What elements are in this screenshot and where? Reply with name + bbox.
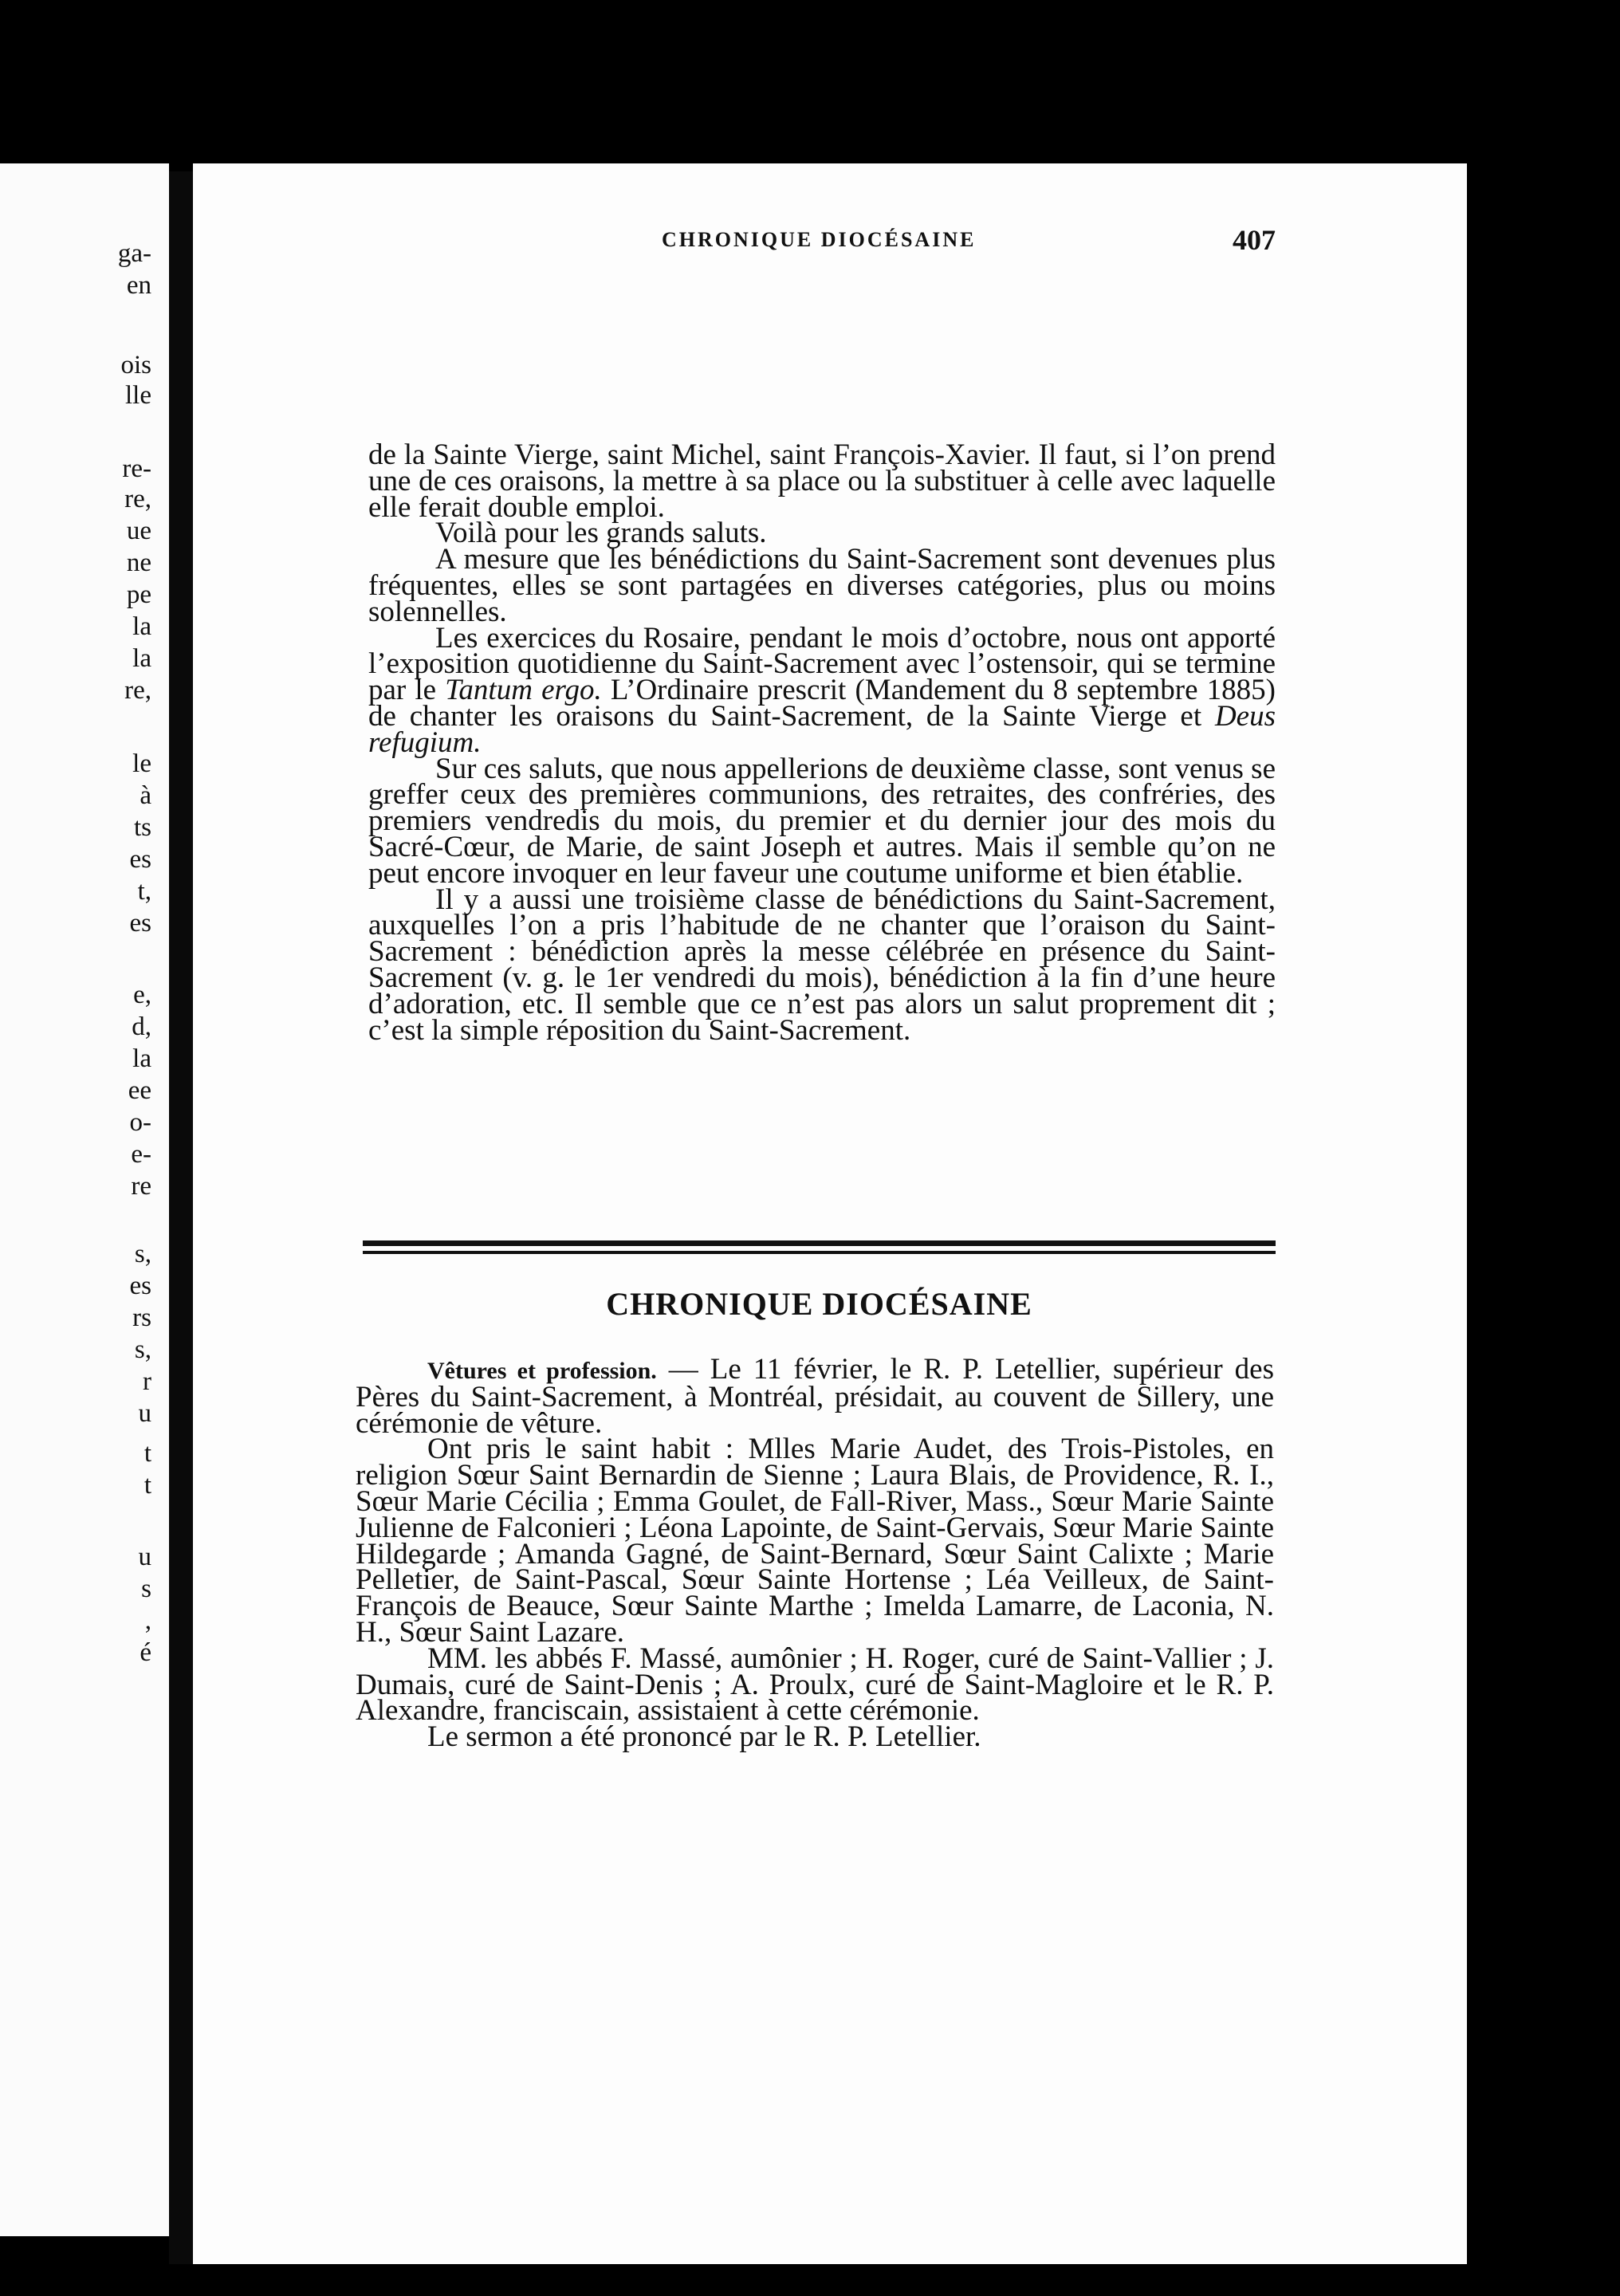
latin-phrase: Deus refugium. (368, 699, 1276, 759)
left-page-fragment: t (144, 1471, 151, 1500)
left-page-fragment: es (129, 845, 151, 874)
left-page-fragment: ois (120, 351, 151, 379)
left-page-fragment: es (129, 1272, 151, 1300)
lead-label: Vêtures et profession. (427, 1358, 657, 1384)
latin-phrase: Tantum ergo. (445, 674, 602, 707)
paragraph (356, 1353, 1274, 1440)
left-page-fragment: , (144, 1606, 151, 1635)
left-page-fragment: ee (128, 1076, 151, 1105)
chronicle-text (356, 1353, 1274, 1754)
divider-thick-line (363, 1240, 1276, 1246)
left-page-fragment: ts (133, 813, 151, 842)
left-page-fragment: t, (137, 877, 151, 906)
section-divider (363, 1240, 1276, 1258)
paragraph: Voilà pour les grands saluts. (435, 517, 767, 550)
paragraph-text: Les exercices du Rosaire, pendant le mois d’octobre, nous ont apporté l’exposition quotidienne du Saint-Sacrement avec l’ostensoir, qui se termine par le (368, 621, 1276, 707)
divider-thin-line (363, 1251, 1276, 1254)
left-page-fragment: pe (126, 580, 151, 609)
left-page-fragment: é (140, 1638, 151, 1667)
left-page-fragment: d, (132, 1012, 151, 1041)
left-page-fragment: es (129, 909, 151, 938)
left-page-fragment: ga- (117, 239, 151, 268)
left-page-fragment: ne (126, 548, 151, 577)
left-page-fragment: u (138, 1399, 151, 1428)
left-page-fragment: re, (124, 485, 151, 513)
paragraph (368, 621, 1276, 759)
body-text (368, 438, 1276, 1047)
page-number: 407 (1233, 224, 1276, 256)
left-page-fragment: e, (133, 981, 151, 1009)
left-page-fragment: s (141, 1575, 151, 1603)
left-page-fragment: o- (129, 1108, 151, 1137)
paragraph: Ont pris le saint habit : Mlles Marie Audet, des Trois-Pistoles, en religion Sœur Saint Bernardin de Sienne ; Laura Blais, de Providence, R. I., Sœur Marie Cécilia ; Emma Goulet, de Fall-River, Mass., Sœur Marie Sainte Julienne de Falconieri ; Léona Lapointe, de Saint-Gervais, Sœur Marie Sainte Hildegarde ; Amanda Gagné, de Saint-Bernard, Sœur Saint Calixte ; Marie Pelletier, de Saint-Pascal, Sœur Sainte Hortense ; Léa Veilleux, de Saint-François de Beauce, Sœur Sainte Marthe ; Imelda Lamarre, de Laconia, N. H., Sœur Saint Lazare. (356, 1433, 1274, 1649)
left-page-fragment: u (138, 1543, 151, 1571)
running-header (462, 223, 1276, 263)
paragraph: A mesure que les bénédictions du Saint-Sacrement sont devenues plus fréquentes, elles se sont partagées en diverses catégories, plus ou moins solennelles. (368, 543, 1276, 628)
left-page-fragment: s, (134, 1240, 151, 1268)
left-page-fragment: re (131, 1172, 151, 1201)
left-page-fragment: s, (134, 1335, 151, 1364)
left-page-fragment: la (132, 644, 151, 673)
left-page-fragment: rs (132, 1303, 151, 1332)
left-page-strip (0, 163, 169, 2236)
left-page-fragment: ue (126, 517, 151, 545)
left-page-fragment: re- (122, 454, 151, 483)
left-page-fragment: r (143, 1367, 151, 1396)
left-page-fragment: en (126, 271, 151, 300)
running-title: CHRONIQUE DIOCÉSAINE (662, 228, 977, 251)
paragraph: Il y a aussi une troisième classe de bénédictions du Saint-Sacrement, auxquelles l’on a pris l’habitude de ne chanter que l’oraison du Saint-Sacrement : bénédiction après la messe célébrée en présence du Saint-Sacrement (v. g. le 1er vendredi du mois), bénédiction à la fin d’une heure d’adoration, etc. Il semble que ce n’est pas alors un salut proprement dit ; c’est la simple réposition du Saint-Sacrement. (368, 883, 1276, 1047)
left-page-fragment: à (140, 781, 151, 810)
left-page-fragment: lle (125, 381, 151, 410)
left-page-fragment: t (144, 1439, 151, 1468)
paragraph: Sur ces saluts, que nous appellerions de deuxième classe, sont venus se greffer ceux des premières communions, des retraites, des confréries, des premiers vendredis du mois, du premier et du dernier jour des mois du Sacré-Cœur, de Marie, de saint Joseph et autres. Mais il semble qu’on ne peut encore invoquer en leur faveur une coutume uniforme et bien établie. (368, 752, 1276, 890)
section-title: CHRONIQUE DIOCÉSAINE (606, 1286, 1032, 1322)
paragraph: MM. les abbés F. Massé, aumônier ; H. Roger, curé de Saint-Vallier ; J. Dumais, curé de Saint-Denis ; A. Proulx, curé de Saint-Magloire et le R. P. Alexandre, franciscain, assistaient à cette cérémonie. (356, 1641, 1274, 1728)
paragraph-text: — Le 11 février, le R. P. Letellier, supérieur des Pères du Saint-Sacrement, à Montréal, présidait, au couvent de Sillery, une cérémonie de vêture. (356, 1353, 1274, 1440)
paragraph: Le sermon a été prononcé par le R. P. Letellier. (427, 1720, 981, 1754)
left-page-fragment: e- (131, 1140, 151, 1169)
page-gutter (169, 171, 193, 2264)
left-page-fragment: re, (124, 676, 151, 705)
left-page-fragment: la (132, 612, 151, 641)
paragraph: de la Sainte Vierge, saint Michel, saint François-Xavier. Il faut, si l’on prend une de ces oraisons, la mettre à sa place ou la substituer à celle avec laquelle elle ferait double emploi. (368, 438, 1276, 524)
left-page-fragment: le (132, 749, 151, 778)
left-page-fragment: la (132, 1044, 151, 1073)
paragraph-text: L’Ordinaire prescrit (Mandement du 8 septembre 1885) de chanter les oraisons du Saint-Sacrement, de la Sainte Vierge et (368, 674, 1276, 733)
